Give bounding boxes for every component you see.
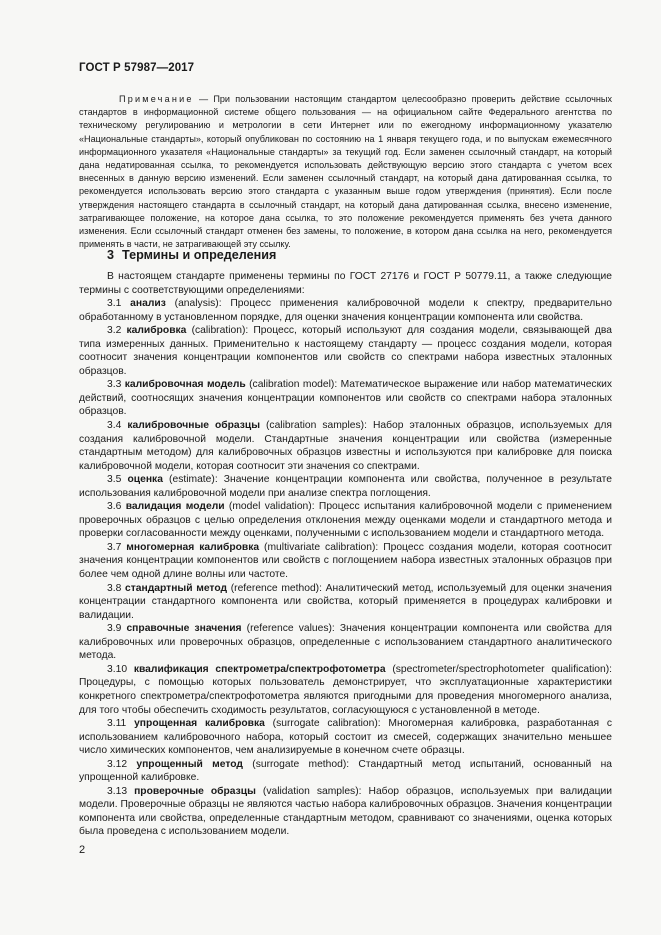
- term-number: 3.9: [107, 623, 122, 635]
- term-number: 3.1: [107, 298, 122, 310]
- term-name: калибровочная модель: [124, 379, 246, 391]
- term-3-9: [79, 622, 612, 663]
- term-3-11: [79, 717, 612, 758]
- intro-paragraph: В настоящем стандарте применены термины по ГОСТ 27176 и ГОСТ Р 50779.11, а также следующие термины с соответствующими определениями:: [79, 271, 612, 296]
- term-number: 3.7: [107, 541, 122, 553]
- term-3-4: [79, 419, 612, 473]
- term-number: 3.2: [107, 325, 122, 337]
- term-number: 3.12: [107, 758, 128, 770]
- term-name: калибровка: [126, 325, 187, 337]
- term-3-13: [79, 785, 612, 839]
- term-name: анализ: [130, 298, 166, 310]
- term-3-3: [79, 378, 612, 419]
- section-title-text: Термины и определения: [122, 248, 277, 262]
- section-number: 3: [107, 248, 115, 262]
- section-title: [107, 248, 276, 262]
- term-name: справочные значения: [126, 623, 242, 635]
- term-3-12: [79, 758, 612, 785]
- term-definition: (analysis): Процесс применения калибровочной модели к спектру, предварительно обработанному в установленном порядке, для оценки значения концентрации компонента или свойства.: [79, 298, 612, 323]
- term-definition: (surrogate method): Стандартный метод испытаний, основанный на упрощенной калибровке.: [79, 758, 612, 784]
- term-definition: (estimate): Значение концентрации компонента или свойства, полученное в результате использования калибровочной модели при анализе спектра поглощения.: [79, 474, 612, 499]
- term-3-8: [79, 582, 612, 623]
- standard-header: ГОСТ Р 57987—2017: [79, 62, 195, 74]
- term-name: многомерная калибровка: [126, 541, 260, 553]
- term-name: оценка: [127, 474, 163, 486]
- term-definition: (multivariate calibration): Процесс создания модели, которая соотносит значения концентрации компонентов или свойств с поглощением набора известных эталонных образцов при более чем одной длине волны или частоте.: [79, 541, 612, 581]
- term-number: 3.6: [107, 501, 122, 513]
- term-number: 3.10: [107, 663, 128, 675]
- term-3-6: [79, 500, 612, 541]
- term-name: стандартный метод: [125, 582, 228, 594]
- term-name: калибровочные образцы: [127, 420, 260, 432]
- term-name: квалификация спектрометра/спектрофотометра: [133, 663, 386, 675]
- note-label: Примечание: [119, 94, 194, 104]
- term-number: 3.11: [107, 718, 127, 730]
- term-name: валидация модели: [125, 501, 225, 513]
- term-definition: (reference method): Аналитический метод, используемый для оценки значения концентрации стандартного компонента или свойства, который применяется в процедурах калибровки и валидации.: [79, 582, 612, 621]
- page-number: 2: [79, 844, 86, 856]
- term-definition: (calibration model): Математическое выражение или набор математических действий, соотносящих значения концентрации компонентов или свойств со спектрами набора эталонных образцов.: [79, 379, 612, 418]
- term-3-2: [79, 324, 612, 378]
- term-definition: (model validation): Процесс испытания калибровочной модели с применением проверочных образцов с целью определения отклонения между оценками модели и стандартного метода и проверки согласованности между оценками, полученными с использованием модели и стандартного метода.: [79, 501, 612, 540]
- note-text: — При пользовании настоящим стандартом целесообразно проверить действие ссылочных стандартов в информационной системе общего пользования — на официальном сайте Федерального агентства по техническому регулированию и метрологии в сети Интернет или по ежегодному информационному указателю «Национальные стандарты», который опубликован по состоянию на 1 января текущего года, и по выпускам ежемесячного информационного указателя «Национальные стандарты» за текущий год. Если заменен ссылочный стандарт, на который дана недатированная ссылка, то рекомендуется использовать действующую версию этого стандарта с учетом всех внесенных в данную версию изменений. Если заменен ссылочный стандарт, на который дана датированная ссылка, то рекомендуется использовать версию этого стандарта с указанным выше годом утверждения (принятия). Если после утверждения настоящего стандарта в ссылочный стандарт, на который дана датированная ссылка, внесено изменение, затрагивающее положение, на которое дана ссылка, то это положение рекомендуется применять без учета данного изменения. Если ссылочный стандарт отменен без замены, то положение, в котором дана ссылка на него, рекомендуется применять в части, не затрагивающей эту ссылку.: [79, 94, 612, 250]
- note-paragraph: [79, 93, 612, 251]
- term-name: упрощенная калибровка: [134, 718, 265, 730]
- term-3-1: [79, 297, 612, 324]
- term-3-10: [79, 663, 612, 717]
- term-definition: (calibration): Процесс, который используют для создания модели, связывающей два типа измеренных данных. Применительно к настоящему стандарту — процесс создания модели, которая соотносит значения концентрации компонентов или свойств со спектрами набора известных эталонных образцов.: [79, 325, 612, 377]
- term-number: 3.5: [107, 474, 122, 486]
- term-definition: (surrogate calibration): Многомерная калибровка, разработанная с использованием калибровочного набора, который состоит из смесей, содержащих значительно меньшее число химических компонентов, чем анализируемые в конечном счете образцы.: [79, 718, 612, 757]
- term-number: 3.3: [107, 379, 122, 391]
- term-name: проверочные образцы: [134, 785, 256, 797]
- term-definition: (calibration samples): Набор эталонных образцов, используемых для создания калибровочной модели. Стандартные значения концентрации или свойства (измеренные стандартным методом) для калибровочных образцов известны и используются при калибровке для поиска калибровочной модели, которая соотносит эти значения со спектрами.: [79, 420, 613, 472]
- term-definition: (validation samples): Набор образцов, используемых при валидации модели. Проверочные образцы не являются частью набора калибровочных образцов. Значения концентрации компонента или свойства, определенные стандартным методом, сравнивают со значениями, оценка которых была проведена с использованием модели.: [79, 785, 612, 838]
- term-3-7: [79, 541, 612, 582]
- term-number: 3.4: [107, 420, 122, 432]
- term-definition: (reference values): Значения концентрации компонента или свойства для калибровочных или проверочных образцов, определенные с использованием стандартного аналитического метода.: [79, 623, 612, 662]
- term-name: упрощенный метод: [136, 758, 243, 770]
- term-3-5: [79, 473, 612, 500]
- term-number: 3.8: [107, 582, 122, 594]
- term-number: 3.13: [107, 785, 128, 797]
- section-body: [79, 270, 612, 839]
- term-definition: (spectrometer/spectrophotometer qualification): Процедуры, с помощью которых пользователь демонстрирует, что эксплуатационные характеристики конкретного спектрометра/спектрофотометра являются пригодными для проведения многомерного анализа, для того чтобы обеспечить сходимость результатов, согласующуюся с установленной в методе.: [79, 663, 612, 716]
